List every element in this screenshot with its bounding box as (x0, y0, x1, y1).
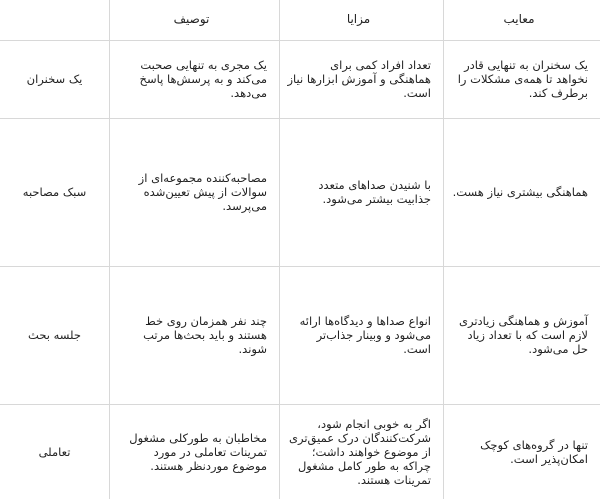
header-cons: معایب (443, 0, 600, 40)
row-name-cell: یک سخنران (26, 72, 83, 86)
header-name (0, 0, 109, 40)
table-row (0, 266, 600, 405)
row-pros-cell: اگر به خوبی انجام شود، شرکت‌کنندگان درک عمیق‌تری از موضوع خواهند داشت؛ چراکه به طور کامل مشغول تمرینات هستند. (279, 404, 443, 499)
row-pros-cell: انواع صداها و دیدگاه‌ها ارائه می‌شود و وبینار جذاب‌تر است. (279, 266, 443, 404)
row-name-cell: سبک مصاحبه (22, 185, 87, 199)
row-description-cell: مصاحبه‌کننده مجموعه‌ای از سوالات از پیش تعیین‌شده می‌پرسد. (109, 118, 279, 266)
row-cons-cell: یک سخنران به تنهایی قادر نخواهد تا همه‌ی مشکلات را برطرف کند. (443, 40, 600, 118)
row-pros-cell: با شنیدن صداهای متعدد جذابیت بیشتر می‌شود. (279, 118, 443, 266)
row-cons-cell: هماهنگی بیشتری نیاز هست. (443, 118, 600, 266)
row-description-cell: مخاطبان به طورکلی مشغول تمرینات تعاملی در مورد موضوع موردنظر هستند. (109, 404, 279, 499)
row-pros-cell: تعداد افراد کمی برای هماهنگی و آموزش ابزارها نیاز است. (279, 40, 443, 118)
row-name-cell: جلسه بحث (28, 328, 81, 342)
row-name-cell: تعاملی (38, 444, 71, 459)
header-pros: مزایا (279, 0, 443, 40)
table-header-row (0, 0, 600, 41)
row-description-cell: چند نفر همزمان روی خط هستند و باید بحث‌ها مرتب شوند. (109, 266, 279, 404)
table-row (0, 404, 600, 499)
header-description: توصیف (109, 0, 279, 40)
row-cons-cell: آموزش و هماهنگی زیادتری لازم است که با تعداد زیاد حل می‌شود. (443, 266, 600, 404)
table-row (0, 40, 600, 119)
table-row (0, 118, 600, 267)
row-description-cell: یک مجری به تنهایی صحبت می‌کند و به پرسش‌ها پاسخ می‌دهد. (109, 40, 279, 118)
row-cons-cell: تنها در گروه‌های کوچک امکان‌پذیر است. (443, 404, 600, 499)
